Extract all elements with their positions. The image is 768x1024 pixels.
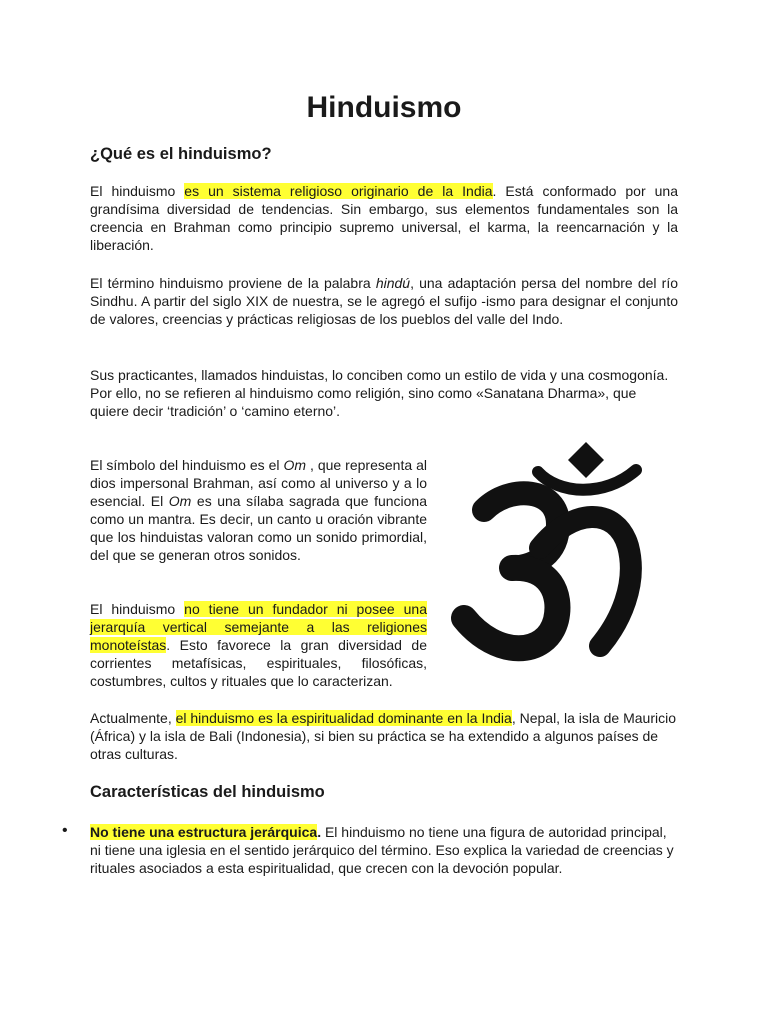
om-symbol-icon bbox=[440, 436, 676, 672]
highlighted-bold-text: No tiene una estructura jerárquica bbox=[90, 824, 318, 840]
paragraph-simbolo-om bbox=[90, 456, 427, 564]
text-run: . bbox=[317, 824, 322, 840]
text-run: , Nepal, la isla de Mauricio (África) y la isla de Bali (Indonesia), si bien su práctica se ha extendido a algunos países de otras culturas. bbox=[90, 710, 677, 762]
text-run: . Esto favorece la gran diversidad de corrientes metafísicas, espirituales, filosóficas, costumbres, cultos y rituales que lo caracterizan. bbox=[90, 637, 427, 689]
text-run: , que representa al dios impersonal Brahman, así como al universo y a lo esencial. El bbox=[90, 457, 427, 509]
bullet-item-estructura bbox=[90, 823, 678, 877]
italic-text: hindú bbox=[375, 275, 411, 291]
highlighted-text: es un sistema religioso originario de la India bbox=[184, 183, 493, 199]
paragraph-practicantes bbox=[90, 366, 678, 420]
text-run: El término hinduismo proviene de la palabra bbox=[90, 275, 376, 291]
text-run: El hinduismo bbox=[90, 601, 185, 617]
text-run: El hinduismo bbox=[90, 183, 185, 199]
text-run: . Está conformado por una grandísima diversidad de tendencias. Sin embargo, sus elementos fundamentales son la creencia en Brahman como principio supremo universal, el karma, la reencarnación y la liberación. bbox=[90, 183, 679, 253]
text-run: , una adaptación persa del nombre del río Sindhu. A partir del siglo XIX de nuestra, se le agregó el sufijo -ismo para designar el conjunto de valores, creencias y prácticas religiosas de los pueblos del valle del Indo. bbox=[90, 275, 679, 327]
paragraph-definicion bbox=[90, 182, 678, 254]
highlighted-text: el hinduismo es la espiritualidad dominante en la India bbox=[175, 710, 512, 726]
section-heading-caracteristicas: Características del hinduismo bbox=[90, 783, 325, 801]
text-run: Actualmente, bbox=[90, 710, 176, 726]
paragraph-fundador bbox=[90, 600, 427, 690]
bullet-marker: • bbox=[62, 822, 68, 839]
section-heading-que-es: ¿Qué es el hinduismo? bbox=[90, 145, 272, 163]
italic-text: Om bbox=[168, 493, 192, 509]
paragraph-etimologia bbox=[90, 274, 678, 328]
text-run: El hinduismo no tiene una figura de autoridad principal, ni tiene una iglesia en el sentido jerárquico del término. Eso explica la variedad de creencias y rituales asociados a esta espiritualidad, que crecen con la devoción popular. bbox=[90, 824, 674, 876]
text-run: Sus practicantes, llamados hinduistas, lo conciben como un estilo de vida y una cosmogonía. Por ello, no se refieren al hinduismo como religión, sino como «Sanatana Dharma», que quiere decir ‘tradición’ o ‘camino eterno’. bbox=[90, 367, 669, 419]
text-run: es una sílaba sagrada que funciona como un mantra. Es decir, un canto u oración vibrante que los hinduistas valoran como un sonido primordial, del que se generan otros sonidos. bbox=[90, 493, 427, 563]
text-run: El símbolo del hinduismo es el bbox=[90, 457, 284, 473]
paragraph-actualmente bbox=[90, 709, 678, 763]
page-title: Hinduismo bbox=[306, 91, 462, 124]
highlighted-text: no tiene un fundador ni posee una jerarquía vertical semejante a las religiones monoteístas bbox=[90, 601, 427, 653]
italic-text: Om bbox=[283, 457, 307, 473]
